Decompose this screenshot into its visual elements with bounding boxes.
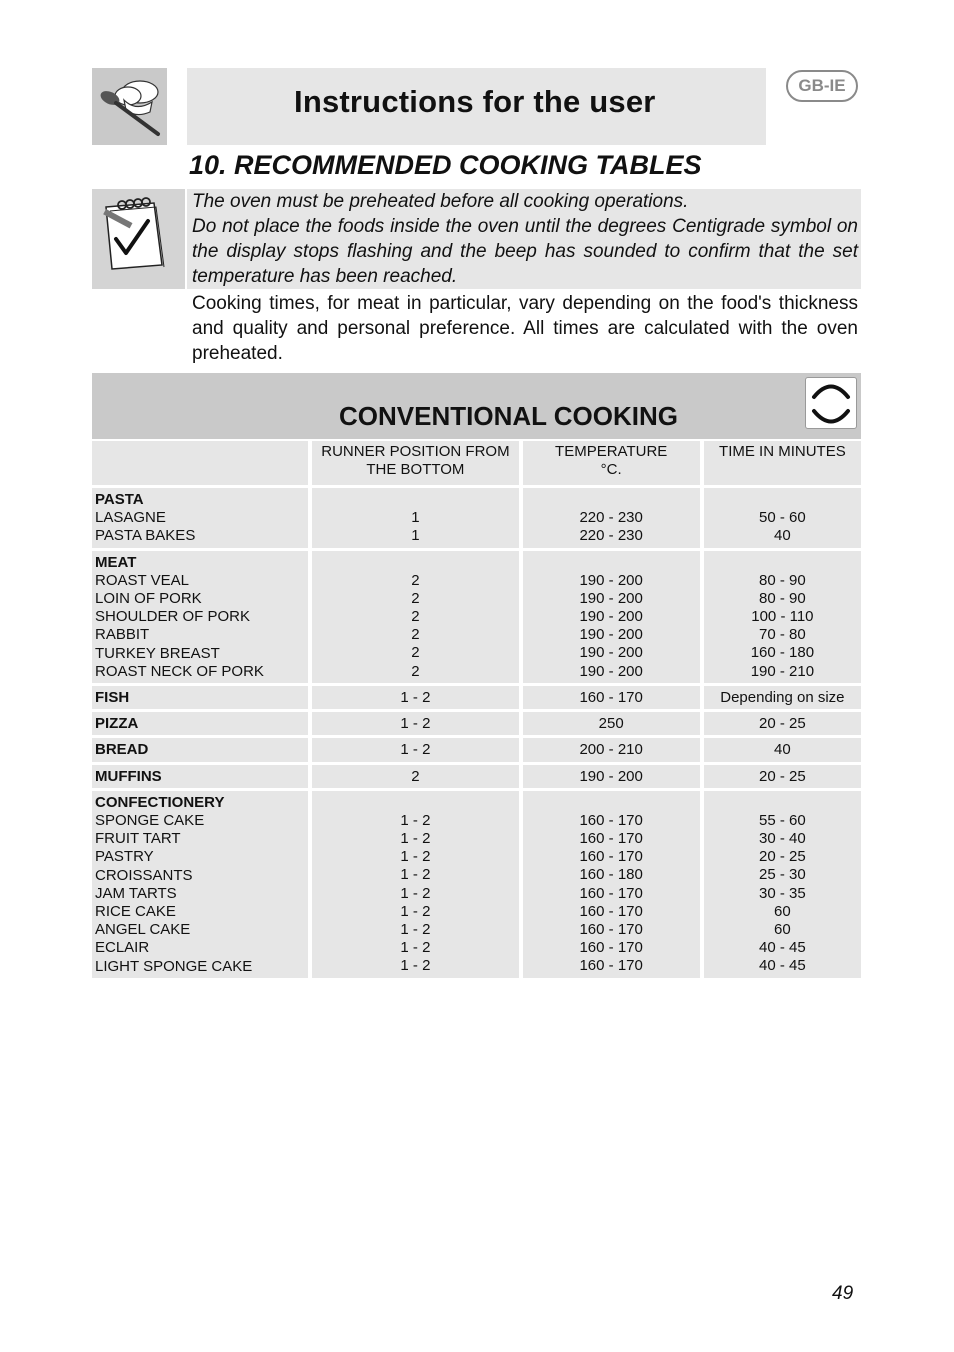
time-cell: 50 - 60 40 bbox=[704, 488, 861, 551]
cooking-table bbox=[92, 441, 861, 981]
runner-cell: 1 - 2 bbox=[312, 712, 522, 738]
chef-hat-spoon-icon bbox=[92, 68, 167, 145]
food-cell: MUFFINS bbox=[92, 765, 312, 791]
table-row bbox=[92, 765, 861, 791]
food-cell: FISH bbox=[92, 686, 312, 712]
table-row bbox=[92, 551, 861, 686]
table-row bbox=[92, 791, 861, 981]
temperature-cell: 160 - 170 160 - 170 160 - 170 160 - 180 160 - 170 160 - 170 160 - 170 160 - 170 160 - 170 bbox=[523, 791, 704, 981]
table-row bbox=[92, 712, 861, 738]
runner-cell: 2 2 2 2 2 2 bbox=[312, 551, 522, 686]
page-title: Instructions for the user bbox=[294, 84, 656, 119]
runner-cell: 2 bbox=[312, 765, 522, 791]
runner-cell: 1 - 2 bbox=[312, 686, 522, 712]
preheat-note bbox=[187, 189, 861, 289]
time-cell: 55 - 60 30 - 40 20 - 25 25 - 30 30 - 35 60 60 40 - 45 40 - 45 bbox=[704, 791, 861, 981]
table-title: CONVENTIONAL COOKING bbox=[339, 401, 678, 431]
runner-cell: 1 - 2 bbox=[312, 738, 522, 764]
food-cell: MEAT ROAST VEAL LOIN OF PORK SHOULDER OF PORK RABBIT TURKEY BREAST ROAST NECK OF PORK bbox=[92, 551, 312, 686]
food-cell: PASTA LASAGNE PASTA BAKES bbox=[92, 488, 312, 551]
note-line-1: The oven must be preheated before all cooking operations. bbox=[192, 191, 689, 212]
section-title: 10. RECOMMENDED COOKING TABLES bbox=[189, 150, 702, 180]
table-row bbox=[92, 738, 861, 764]
food-cell: BREAD bbox=[92, 738, 312, 764]
time-cell: 20 - 25 bbox=[704, 712, 861, 738]
language-badge: GB-IE bbox=[786, 70, 858, 102]
time-cell: 40 bbox=[704, 738, 861, 764]
time-cell: 80 - 90 80 - 90 100 - 110 70 - 80 160 - 180 190 - 210 bbox=[704, 551, 861, 686]
conventional-cooking-icon bbox=[805, 377, 857, 429]
intro-paragraph: Cooking times, for meat in particular, vary depending on the food's thickness and quality and personal preference. All times are calculated with the oven preheated. bbox=[192, 293, 858, 364]
header-time: TIME IN MINUTES bbox=[704, 441, 861, 488]
temperature-cell: 220 - 230 220 - 230 bbox=[523, 488, 704, 551]
runner-cell: 1 1 bbox=[312, 488, 522, 551]
temperature-cell: 160 - 170 bbox=[523, 686, 704, 712]
table-row bbox=[92, 686, 861, 712]
temperature-cell: 200 - 210 bbox=[523, 738, 704, 764]
header-food bbox=[92, 441, 312, 488]
food-cell: PIZZA bbox=[92, 712, 312, 738]
temperature-cell: 250 bbox=[523, 712, 704, 738]
title-bar bbox=[187, 68, 766, 145]
table-header-row bbox=[92, 441, 861, 488]
time-cell: 20 - 25 bbox=[704, 765, 861, 791]
page-number: 49 bbox=[832, 1283, 854, 1304]
header-runner: RUNNER POSITION FROM THE BOTTOM bbox=[312, 441, 522, 488]
food-cell: CONFECTIONERY SPONGE CAKE FRUIT TART PASTRY CROISSANTS JAM TARTS RICE CAKE ANGEL CAKE ECLAIR LIGHT SPONGE CAKE bbox=[92, 791, 312, 981]
table-row bbox=[92, 488, 861, 551]
table-title-bar bbox=[92, 373, 861, 439]
temperature-cell: 190 - 200 bbox=[523, 765, 704, 791]
note-line-2: Do not place the foods inside the oven until the degrees Centigrade symbol on the display stops flashing and the beep has sounded to confirm that the set temperature has been reached. bbox=[192, 216, 858, 287]
temperature-cell: 190 - 200 190 - 200 190 - 200 190 - 200 190 - 200 190 - 200 bbox=[523, 551, 704, 686]
header-temperature: TEMPERATURE °C. bbox=[523, 441, 704, 488]
notepad-checkmark-icon bbox=[92, 189, 185, 289]
runner-cell: 1 - 2 1 - 2 1 - 2 1 - 2 1 - 2 1 - 2 1 - 2 1 - 2 1 - 2 bbox=[312, 791, 522, 981]
time-cell: Depending on size bbox=[704, 686, 861, 712]
